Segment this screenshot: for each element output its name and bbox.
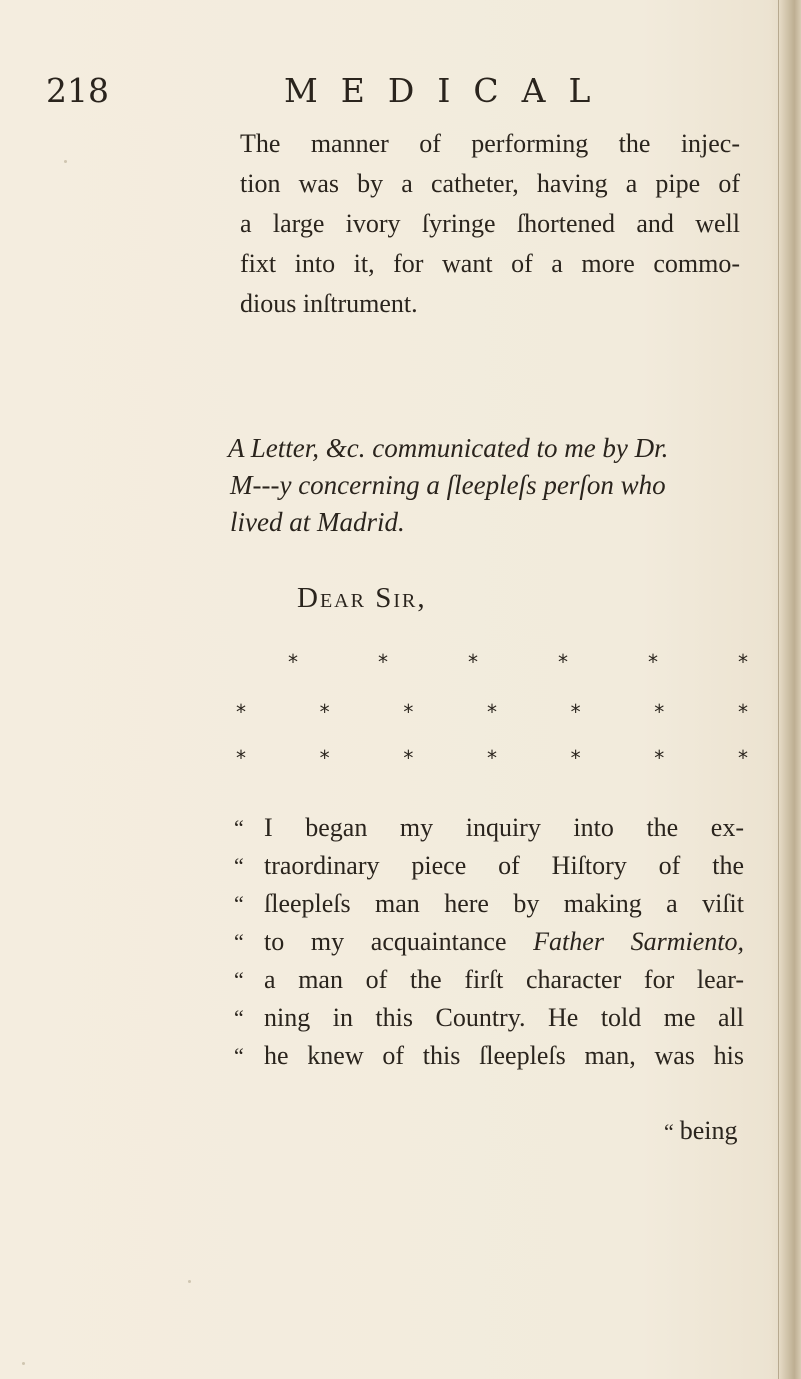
asterisk: * <box>378 650 388 674</box>
asterisk: * <box>236 700 246 724</box>
quote-line-italic: Father Sarmiento, <box>533 927 744 956</box>
quoted-letter-text <box>234 809 744 1075</box>
asterisk: * <box>468 650 478 674</box>
paper-speck <box>22 1362 25 1365</box>
quote-line-text: traordinary piece of Hiſtory of the <box>264 851 744 880</box>
paragraph-line: fixt into it, for want of a more commo- <box>240 249 740 278</box>
quote-mark: “ <box>234 929 244 954</box>
asterisk: * <box>236 746 246 770</box>
quote-mark: “ <box>234 1043 244 1068</box>
quote-line <box>234 999 744 1037</box>
salutation: Dear Sir, <box>297 582 427 614</box>
paper-speck <box>64 160 67 163</box>
asterisk-row <box>236 697 748 727</box>
running-head: MEDICAL <box>284 71 614 110</box>
asterisk: * <box>288 650 298 674</box>
paragraph-injection <box>240 124 740 324</box>
asterisk: * <box>319 746 330 770</box>
asterisk: * <box>654 746 665 770</box>
asterisk: * <box>570 746 581 770</box>
asterisk: * <box>403 746 414 770</box>
asterisk: * <box>737 746 748 770</box>
quote-line-text: a man of the firſt character for lear- <box>264 965 744 994</box>
asterisk: * <box>486 700 497 724</box>
quote-line <box>234 961 744 999</box>
quote-line-text <box>264 923 744 961</box>
asterisk: * <box>648 650 658 674</box>
letter-title <box>228 430 748 541</box>
quote-line <box>234 809 744 847</box>
quote-line-text: he knew of this ſleepleſs man, was his <box>264 1041 744 1070</box>
quote-line <box>234 1037 744 1075</box>
letter-title-line: M---y concerning a ſleepleſs perſon who <box>230 470 666 500</box>
catchword-text: being <box>679 1116 738 1145</box>
quote-line-text: I began my inquiry into the ex- <box>264 813 744 842</box>
paragraph-line: tion was by a catheter, having a pipe of <box>240 169 740 198</box>
asterisk-row <box>236 743 748 773</box>
letter-title-line: lived at Madrid. <box>230 507 405 537</box>
page-header <box>46 68 746 114</box>
asterisk: * <box>558 650 568 674</box>
quote-line-roman: to my acquaintance <box>264 927 534 956</box>
asterisk: * <box>403 700 414 724</box>
page-number: 218 <box>46 71 109 110</box>
quote-mark: “ <box>234 853 244 878</box>
paragraph-line: dious inſtrument. <box>240 289 418 318</box>
quote-line <box>234 923 744 961</box>
asterisk: * <box>570 700 581 724</box>
letter-title-line: A Letter, &c. communicated to me by Dr. <box>228 433 669 463</box>
paragraph-line: a large ivory ſyringe ſhortened and well <box>240 209 740 238</box>
page-edge <box>778 0 801 1379</box>
quote-line <box>234 847 744 885</box>
quote-mark: “ <box>234 815 244 840</box>
quote-line-text: ſleepleſs man here by making a viſit <box>264 889 744 918</box>
quote-line <box>234 885 744 923</box>
asterisk: * <box>738 650 748 674</box>
paragraph-line: The manner of performing the injec- <box>240 129 740 158</box>
paper-speck <box>188 1280 191 1283</box>
quote-mark: “ <box>234 967 244 992</box>
asterisk: * <box>319 700 330 724</box>
asterisk-row <box>288 647 748 677</box>
quote-line-text: ning in this Country. He told me all <box>264 1003 744 1032</box>
catchword <box>664 1112 738 1151</box>
asterisk: * <box>654 700 665 724</box>
asterisk: * <box>737 700 748 724</box>
quote-mark: “ <box>234 891 244 916</box>
quote-mark: “ <box>234 1005 244 1030</box>
asterisk: * <box>486 746 497 770</box>
quote-mark: “ <box>664 1119 674 1144</box>
